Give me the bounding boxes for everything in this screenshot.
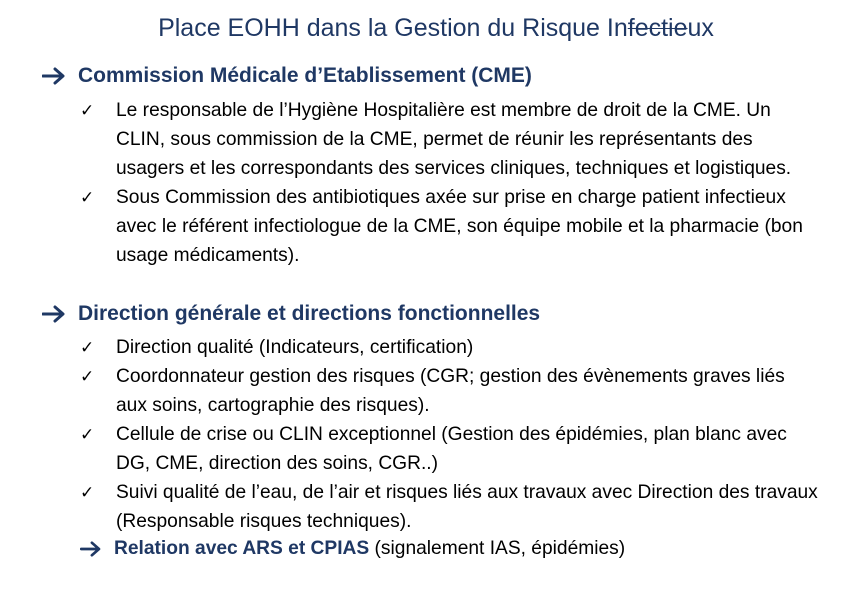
checkmark-icon: ✓ (80, 101, 95, 121)
arrow-right-icon (42, 67, 66, 85)
relation-text: (signalement IAS, épidémies) (369, 538, 626, 559)
section-heading-direction: Direction générale et directions fonctionnelles (42, 302, 540, 326)
checkmark-icon: ✓ (80, 425, 95, 445)
checkmark-icon: ✓ (80, 188, 95, 208)
list-item: ✓ Sous Commission des antibiotiques axée sur prise en charge patient infectieux avec le référent infectiologue de la CME, son équipe mobile et la pharmacie (bon usage médicaments). (80, 183, 820, 270)
relation-heading: Relation avec ARS et CPIAS (114, 538, 370, 559)
cme-bullet-list (80, 96, 820, 270)
section-heading-cme: Commission Médicale d’Etablissement (CME) (42, 64, 532, 88)
list-item: ✓ Le responsable de l’Hygiène Hospitalière est membre de droit de la CME. Un CLIN, sous commission de la CME, permet de réunir les représentants des usagers et les correspondants des services cliniques, techniques et logistiques. (80, 96, 820, 183)
list-item: ✓ Cellule de crise ou CLIN exceptionnel (Gestion des épidémies, plan blanc avec DG, CME, direction des soins, CGR..) (80, 420, 820, 478)
checkmark-icon: ✓ (80, 367, 95, 387)
direction-bullet-list (80, 333, 820, 536)
list-item: ✓ Suivi qualité de l’eau, de l’air et risques liés aux travaux avec Direction des travaux (Responsable risques techniques). (80, 478, 820, 536)
slide-title: Place EOHH dans la Gestion du Risque Infectieux (158, 14, 714, 42)
checkmark-icon: ✓ (80, 338, 95, 358)
list-item: ✓ Coordonnateur gestion des risques (CGR; gestion des évènements graves liés aux soins, cartographie des risques). (80, 362, 820, 420)
checkmark-icon: ✓ (80, 483, 95, 503)
arrow-right-icon (80, 541, 102, 557)
arrow-right-icon (42, 305, 66, 323)
relation-ars-line (80, 538, 625, 560)
list-item: ✓ Direction qualité (Indicateurs, certification) (80, 333, 820, 362)
